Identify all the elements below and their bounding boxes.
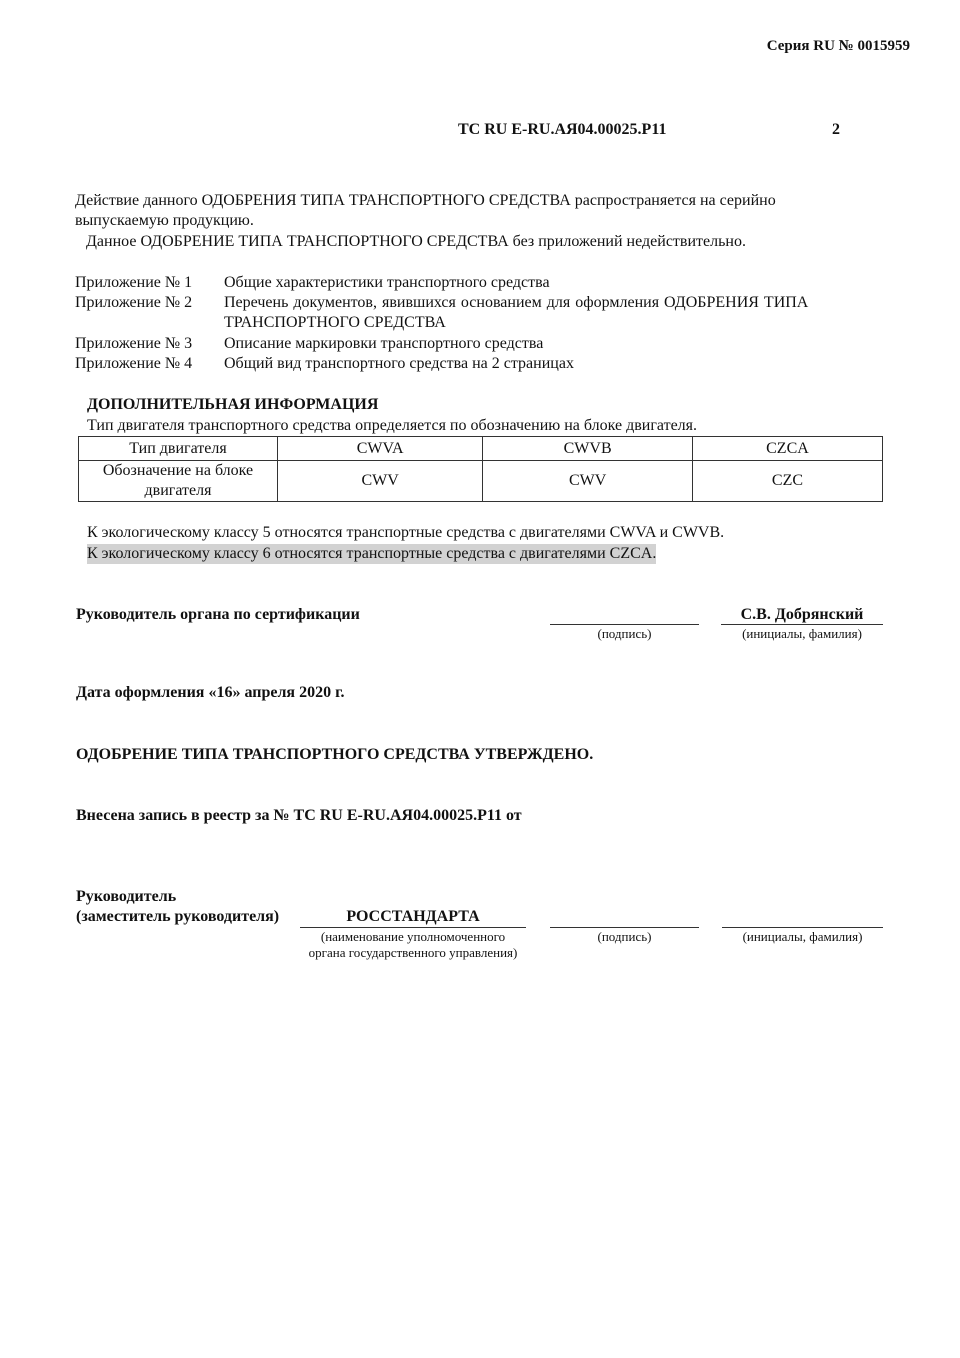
eco-class-5: К экологическому классу 5 относятся транспортные средства с двигателями CWVA и CWVB. [87, 524, 725, 541]
signature-line [550, 624, 699, 625]
authority-caption-1: (наименование уполномоченного [320, 929, 506, 944]
additional-heading: ДОПОЛНИТЕЛЬНАЯ ИНФОРМАЦИЯ [87, 396, 379, 413]
page-number: 2 [832, 121, 840, 138]
signatory-role: Руководитель органа по сертификации [76, 606, 360, 623]
appendix-text: Перечень документов, явившихся основанием для оформления ОДОБРЕНИЯ ТИПА [224, 294, 809, 311]
name-caption: (инициалы, фамилия) [742, 626, 862, 641]
registry-entry: Внесена запись в реестр за № ТС RU E-RU.АЯ04.00025.Р11 от [76, 807, 522, 824]
appendix-label: Приложение № 1 [75, 274, 193, 291]
appendix-text: Описание маркировки транспортного средства [224, 335, 544, 352]
series-number: Серия RU № 0015959 [766, 38, 910, 54]
table-cell: CWVB [483, 437, 693, 461]
appendix-label: Приложение № 2 [75, 294, 193, 311]
appendix-text-cont: ТРАНСПОРТНОГО СРЕДСТВА [224, 314, 446, 331]
table-cell: CWVA [278, 437, 483, 461]
appendix-label: Приложение № 4 [75, 355, 193, 372]
authority-name: РОССТАНДАРТА [346, 908, 480, 925]
approval-statement: ОДОБРЕНИЕ ТИПА ТРАНСПОРТНОГО СРЕДСТВА УТВЕРЖДЕНО. [76, 746, 594, 763]
table-cell: CZCA [692, 437, 882, 461]
authority-caption-2: органа государственного управления) [308, 945, 518, 960]
intro-line-3: Данное ОДОБРЕНИЕ ТИПА ТРАНСПОРТНОГО СРЕДСТВА без приложений недействительно. [86, 233, 746, 250]
appendix-label: Приложение № 3 [75, 335, 193, 352]
issue-date: Дата оформления «16» апреля 2020 г. [76, 684, 345, 701]
authority-line [300, 927, 526, 928]
table-row [79, 437, 883, 461]
table-cell: CWV [278, 461, 483, 502]
intro-line-1: Действие данного ОДОБРЕНИЯ ТИПА ТРАНСПОРТНОГО СРЕДСТВА распространяется на серийно [75, 192, 776, 209]
table-cell: Обозначение на блоке двигателя [79, 461, 278, 502]
engine-table [78, 436, 883, 502]
document-title: ТС RU E-RU.АЯ04.00025.Р11 [458, 121, 667, 138]
table-cell: CZC [692, 461, 882, 502]
name-caption: (инициалы, фамилия) [742, 929, 863, 944]
table-row [79, 461, 883, 502]
table-cell: Тип двигателя [79, 437, 278, 461]
additional-subtext: Тип двигателя транспортного средства определяется по обозначению на блоке двигателя. [87, 417, 698, 434]
name-line [721, 624, 883, 625]
table-cell: CWV [483, 461, 693, 502]
signature-line [550, 927, 699, 928]
signature-caption: (подпись) [597, 929, 652, 944]
name-line [722, 927, 883, 928]
appendix-text: Общий вид транспортного средства на 2 страницах [224, 355, 574, 372]
eco-class-6: К экологическому классу 6 относятся транспортные средства с двигателями CZCA. [87, 545, 657, 562]
signatory-name: С.В. Добрянский [740, 606, 864, 623]
head-role-1: Руководитель [76, 888, 177, 905]
intro-line-2: выпускаемую продукцию. [75, 212, 254, 229]
head-role-2: (заместитель руководителя) [76, 908, 280, 925]
signature-caption: (подпись) [597, 626, 652, 641]
appendix-text: Общие характеристики транспортного средства [224, 274, 550, 291]
